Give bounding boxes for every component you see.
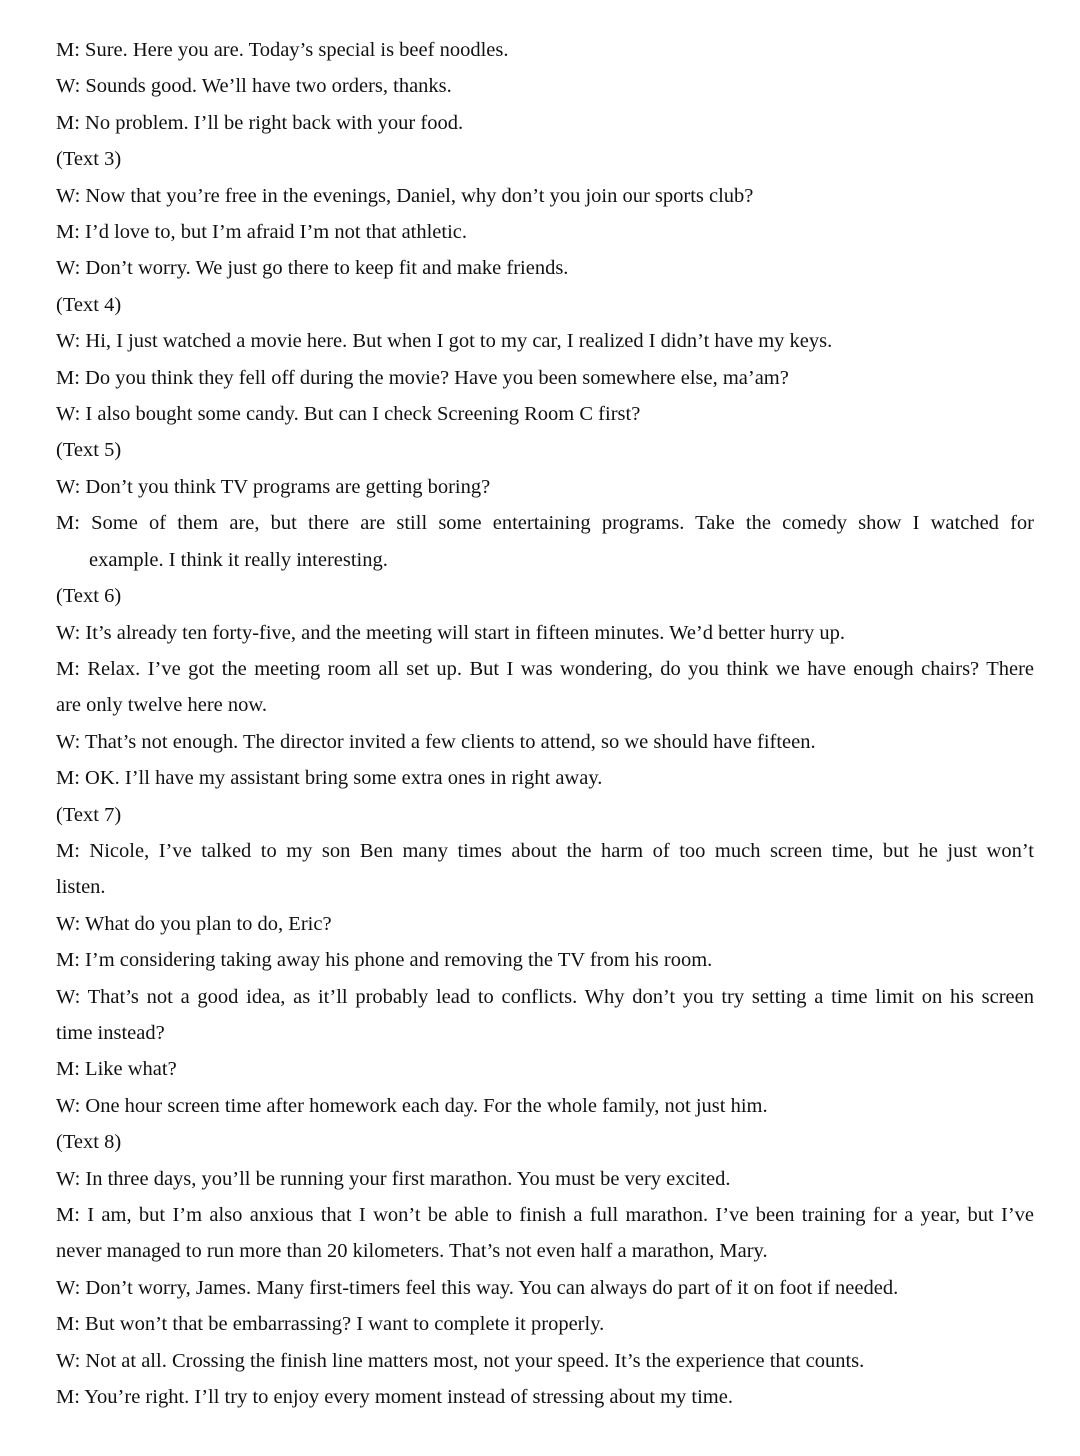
dialogue-line: W: I also bought some candy. But can I check Screening Room C first? [56, 403, 641, 426]
dialogue-line: M: Relax. I’ve got the meeting room all set up. But I was wondering, do you think we have enough chairs? There [56, 657, 1034, 680]
dialogue-line: M: I’d love to, but I’m afraid I’m not that athletic. [56, 221, 468, 244]
dialogue-line: M: Some of them are, but there are still some entertaining programs. Take the comedy show I watched for [56, 512, 1034, 535]
dialogue-line: M: Sure. Here you are. Today’s special is beef noodles. [56, 39, 509, 61]
dialogue-line: W: It’s already ten forty-five, and the meeting will start in fifteen minutes. We’d better hurry up. [56, 621, 846, 644]
dialogue-line-continuation: time instead? [56, 1021, 165, 1044]
dialogue-line: W: Hi, I just watched a movie here. But when I got to my car, I realized I didn’t have my keys. [56, 330, 833, 353]
dialogue-line: M: No problem. I’ll be right back with your food. [56, 111, 464, 134]
dialogue-line: M: I’m considering taking away his phone and removing the TV from his room. [56, 949, 713, 972]
dialogue-line: M: OK. I’ll have my assistant bring some extra ones in right away. [56, 767, 603, 790]
dialogue-line: M: Do you think they fell off during the movie? Have you been somewhere else, ma’am? [56, 366, 789, 389]
dialogue-line-continuation: example. I think it really interesting. [89, 548, 388, 571]
dialogue-line: W: That’s not a good idea, as it’ll probably lead to conflicts. Why don’t you try setting a time limit on his screen [56, 985, 1034, 1008]
dialogue-line-continuation: are only twelve here now. [56, 694, 267, 717]
dialogue-line-continuation: listen. [56, 876, 106, 899]
dialogue-line: W: What do you plan to do, Eric? [56, 912, 332, 935]
dialogue-line: W: One hour screen time after homework each day. For the whole family, not just him. [56, 1094, 768, 1117]
dialogue-line: M: You’re right. I’ll try to enjoy every moment instead of stressing about my time. [56, 1386, 733, 1409]
section-heading-text-7: (Text 7) [56, 803, 122, 826]
dialogue-line-continuation: never managed to run more than 20 kilometers. That’s not even half a marathon, Mary. [56, 1240, 768, 1263]
dialogue-line: W: Don’t worry. We just go there to keep fit and make friends. [56, 257, 569, 280]
dialogue-line: M: Like what? [56, 1058, 177, 1081]
dialogue-line: W: Now that you’re free in the evenings, Daniel, why don’t you join our sports club? [56, 184, 754, 207]
section-heading-text-8: (Text 8) [56, 1131, 122, 1154]
dialogue-line: W: Don’t worry, James. Many first-timers feel this way. You can always do part of it on foot if needed. [56, 1276, 899, 1299]
dialogue-line: W: Don’t you think TV programs are getting boring? [56, 475, 491, 498]
section-heading-text-4: (Text 4) [56, 293, 122, 316]
section-heading-text-3: (Text 3) [56, 148, 122, 171]
dialogue-line: M: I am, but I’m also anxious that I won’t be able to finish a full marathon. I’ve been training for a year, but I’ve [56, 1204, 1034, 1226]
dialogue-line: M: Nicole, I’ve talked to my son Ben many times about the harm of too much screen time, but he just won’t [56, 839, 1034, 862]
dialogue-line: W: Not at all. Crossing the finish line matters most, not your speed. It’s the experience that counts. [56, 1349, 865, 1372]
transcript-document [56, 32, 1034, 1415]
section-heading-text-5: (Text 5) [56, 439, 122, 462]
dialogue-line: W: Sounds good. We’ll have two orders, thanks. [56, 75, 452, 98]
dialogue-line: M: But won’t that be embarrassing? I want to complete it properly. [56, 1313, 605, 1336]
dialogue-line: W: In three days, you’ll be running your first marathon. You must be very excited. [56, 1167, 731, 1190]
section-heading-text-6: (Text 6) [56, 585, 122, 608]
dialogue-line: W: That’s not enough. The director invited a few clients to attend, so we should have fifteen. [56, 730, 816, 753]
